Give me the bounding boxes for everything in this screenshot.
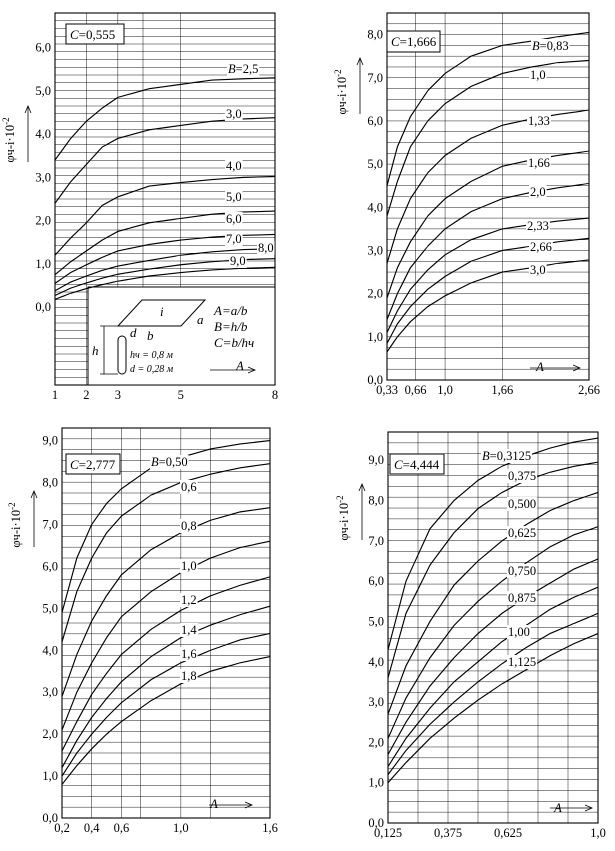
y-tick-label: 2,0 (42, 727, 58, 742)
y-tick-label: 9,0 (368, 453, 384, 468)
series-label: 0,625 (508, 526, 537, 540)
x-tick-label: 0,625 (493, 826, 523, 840)
param-symbol: C (391, 34, 400, 49)
inset-i: i (160, 304, 164, 319)
series-label: 1,6 (181, 647, 197, 661)
x-tick-label: 1 (51, 388, 59, 402)
chart-panel-4 (335, 432, 606, 840)
y-axis-label-exp: -2 (7, 502, 17, 510)
series-label-value: =0,50 (158, 455, 188, 469)
x-axis-label: A (554, 801, 562, 815)
series-label: 8,0 (258, 241, 274, 255)
series-label-b: B (151, 455, 159, 469)
series-label (482, 449, 531, 463)
series-line-6 (62, 606, 270, 767)
grid (388, 432, 598, 823)
inset-a: a (197, 312, 204, 327)
series-label: 1,0 (530, 68, 546, 82)
y-axis-label-main: φч-i·10 (337, 502, 351, 541)
y-tick-label: 1,0 (368, 775, 384, 790)
grid (62, 428, 270, 818)
x-axis (376, 360, 600, 397)
series-lines (387, 32, 589, 352)
x-tick-label: 1,0 (173, 821, 189, 835)
y-axis (367, 28, 383, 387)
chart-panel-3 (7, 428, 278, 835)
y-axis-label-exp: -2 (1, 117, 11, 125)
series-label-value: =0,83 (539, 39, 569, 53)
x-tick-label: 1,6 (262, 821, 278, 835)
y-axis-label (335, 495, 351, 540)
y-tick-label: 5,0 (42, 601, 58, 616)
series-lines (388, 438, 598, 783)
y-tick-label: 1,0 (367, 329, 383, 344)
param-value: =2,777 (78, 457, 116, 472)
y-tick-label: 9,0 (42, 433, 58, 448)
inset-eq-c: C=b/hч (214, 335, 255, 350)
param-symbol: C (70, 457, 79, 472)
param-label (394, 457, 440, 472)
series-label: 2,33 (527, 219, 549, 233)
series-label: 1,8 (181, 669, 197, 683)
inset-b: b (147, 328, 154, 343)
grid (387, 13, 589, 380)
series-label: 1,00 (508, 625, 530, 639)
param-label (70, 457, 116, 472)
x-tick-label: 0,6 (113, 821, 130, 835)
inset-hch: hч = 0,8 м (130, 350, 173, 361)
y-tick-label: 4,0 (42, 643, 58, 658)
y-tick-label: 4,0 (368, 654, 384, 669)
chart-panel-1 (1, 13, 278, 402)
x-tick-label: 0,2 (54, 821, 70, 835)
y-tick-label: 7,0 (368, 533, 384, 548)
y-axis-label-main: φч-i·10 (335, 76, 349, 115)
series-label: 2,66 (530, 240, 552, 254)
y-tick-label: 8,0 (367, 27, 383, 42)
x-tick-label: 0,125 (373, 826, 403, 840)
y-tick-label: 4,0 (35, 127, 51, 142)
series-label (532, 39, 569, 53)
series-lines (55, 62, 275, 299)
y-tick-label: 3,0 (367, 243, 383, 258)
x-tick-label: 5 (177, 388, 184, 402)
series-label (151, 455, 188, 469)
y-axis-label (1, 117, 17, 162)
series-line-4 (388, 527, 598, 739)
series-label: 0,6 (181, 480, 197, 494)
series-label: 4,0 (226, 159, 242, 173)
y-tick-label: 5,0 (368, 614, 384, 629)
x-tick-label: 0,33 (376, 383, 398, 397)
series-line-1 (387, 32, 589, 185)
y-axis (42, 434, 58, 825)
y-tick-label: 5,0 (35, 83, 51, 98)
chart-panel-2 (333, 13, 600, 397)
y-tick-label: 5,0 (367, 157, 383, 172)
y-tick-label: 1,0 (35, 256, 51, 271)
param-value: =0,555 (78, 27, 116, 42)
y-tick-label: 8,0 (42, 475, 58, 490)
y-tick-label: 6,0 (367, 113, 383, 128)
x-tick-label: 3 (114, 388, 121, 402)
y-tick-label: 2,0 (367, 286, 383, 301)
series-label: 9,0 (230, 254, 246, 268)
inset-d-value: d = 0,28 м (130, 364, 174, 375)
series-label: 3,0 (530, 263, 546, 277)
series-line-4 (62, 541, 270, 730)
series-label-value: =2,5 (235, 62, 259, 76)
y-tick-label: 6,0 (35, 40, 51, 55)
inset-eq-b: B=h/b (214, 319, 248, 334)
series-line-2 (388, 462, 598, 678)
y-tick-label: 1,0 (42, 769, 58, 784)
y-tick-label: 3,0 (368, 695, 384, 710)
param-value: =4,444 (402, 457, 440, 472)
series-label: 3,0 (226, 107, 242, 121)
series-line-4 (387, 151, 589, 298)
series-label: 1,125 (508, 655, 537, 669)
series-label: 0,875 (508, 591, 537, 605)
y-axis (368, 453, 384, 830)
series-label-b: B (532, 39, 540, 53)
y-axis-label-exp: -2 (333, 69, 343, 77)
y-tick-label: 7,0 (42, 517, 58, 532)
series-label: 2,0 (530, 185, 546, 199)
y-tick-label: 6,0 (368, 574, 384, 589)
param-symbol: C (394, 457, 403, 472)
x-tick-label: 1,66 (491, 383, 514, 397)
y-tick-label: 4,0 (367, 200, 383, 215)
x-axis-label: A (236, 359, 244, 373)
x-tick-label: 1,0 (437, 383, 453, 397)
series-line-8 (387, 260, 589, 352)
y-tick-label: 0,0 (35, 300, 51, 315)
x-axis (54, 797, 278, 835)
series-line-3 (62, 508, 270, 697)
y-tick-label: 6,0 (42, 559, 58, 574)
y-axis-label (7, 502, 23, 547)
series-label: 0,8 (181, 519, 197, 533)
series-label: 1,2 (181, 593, 197, 607)
x-axis-label: A (536, 360, 544, 374)
param-label (70, 27, 115, 42)
series-line-3 (387, 110, 589, 263)
y-tick-label: 0,0 (368, 816, 384, 830)
param-symbol: C (70, 27, 79, 42)
x-axis-label: A (210, 797, 218, 811)
y-axis (35, 41, 51, 315)
series-label: 7,0 (226, 232, 242, 246)
y-axis-label-main: φч-i·10 (9, 509, 23, 548)
series-line-3 (388, 492, 598, 714)
series-label: 6,0 (226, 212, 242, 226)
x-tick-label: 2 (83, 388, 90, 402)
x-tick-label: 0,66 (404, 383, 427, 397)
y-tick-label: 0,0 (42, 811, 58, 825)
y-axis-label-exp: -2 (335, 495, 345, 503)
param-label (391, 34, 437, 49)
series-line-7 (387, 238, 589, 343)
series-label: 1,0 (181, 559, 197, 573)
y-axis-label (333, 69, 349, 114)
x-tick-label: 1,0 (590, 826, 606, 840)
y-tick-label: 8,0 (368, 493, 384, 508)
y-tick-label: 0,0 (367, 373, 383, 387)
series-label: 0,750 (508, 564, 537, 578)
x-axis (374, 801, 606, 840)
y-axis-label-main: φч-i·10 (3, 124, 17, 163)
y-tick-label: 3,0 (35, 170, 51, 185)
x-tick-label: 2,66 (578, 383, 600, 397)
series-label: 1,66 (528, 156, 550, 170)
series-label: 0,500 (508, 497, 537, 511)
inset-h: h (92, 343, 99, 358)
series-label-b: B (482, 449, 490, 463)
y-tick-label: 7,0 (367, 70, 383, 85)
inset-eq-a: A=a/b (214, 303, 248, 318)
series-label (228, 62, 258, 76)
series-label: 0,375 (508, 469, 537, 483)
x-tick-label: 8 (271, 388, 279, 402)
x-tick-label: 0,4 (83, 821, 100, 835)
y-tick-label: 2,0 (368, 735, 384, 750)
series-line-2 (387, 60, 589, 215)
series-line-5 (62, 577, 270, 751)
inset-d: d (130, 325, 137, 340)
series-label-b: B (228, 62, 236, 76)
y-tick-label: 2,0 (35, 213, 51, 228)
x-tick-label: 0,375 (433, 826, 463, 840)
param-value: =1,666 (399, 34, 437, 49)
series-label: 1,33 (528, 114, 550, 128)
series-line-8 (388, 634, 598, 783)
series-line-7 (388, 613, 598, 774)
series-label: 5,0 (226, 190, 242, 204)
series-lines (62, 441, 270, 785)
series-line-7 (62, 633, 270, 776)
y-tick-label: 3,0 (42, 685, 58, 700)
series-label-value: =0,3125 (489, 449, 532, 463)
series-line-6 (388, 587, 598, 766)
series-label: 1,4 (181, 623, 197, 637)
